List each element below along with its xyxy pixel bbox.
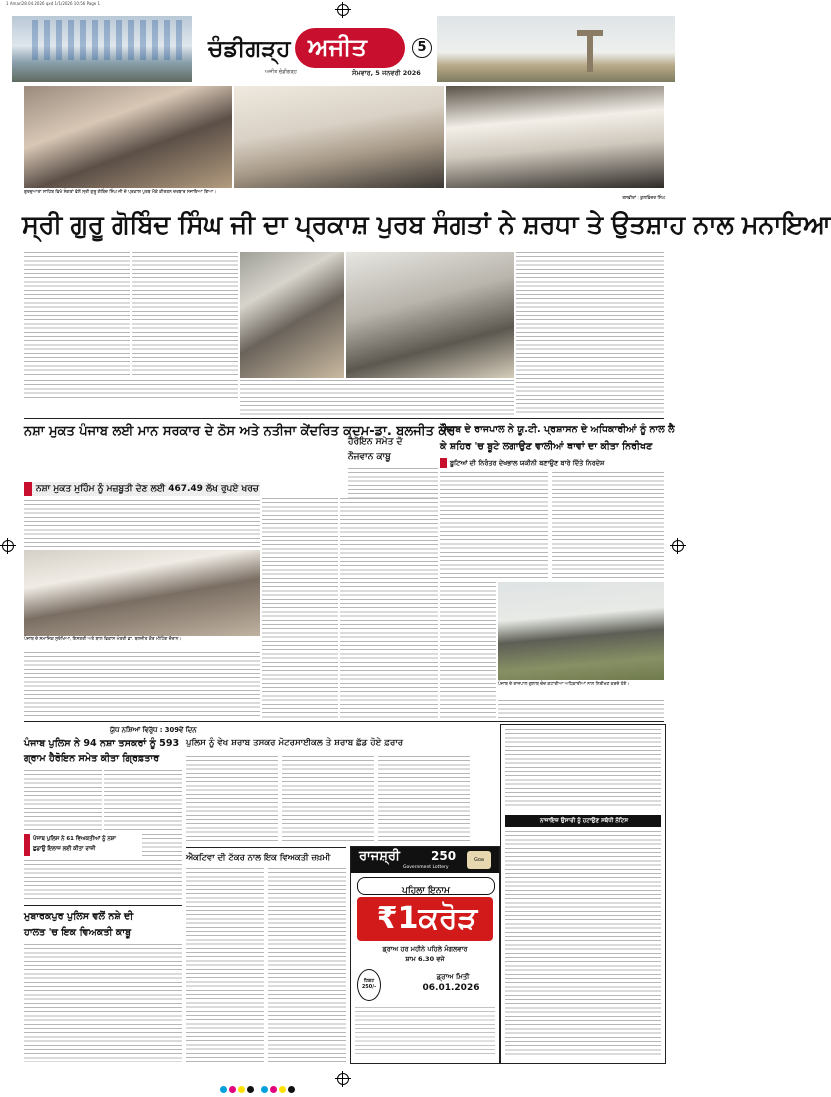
pullquote-marker-icon bbox=[24, 834, 30, 856]
lottery-draw-line-2: ਸ਼ਾਮ 6.30 ਵਜੇ bbox=[405, 955, 445, 963]
drug-story-text bbox=[262, 498, 338, 718]
liquor-story-text bbox=[186, 756, 278, 844]
ticket-price: 250/- bbox=[361, 984, 377, 990]
lottery-ad-fineprint bbox=[355, 1007, 495, 1057]
lottery-draw-date: 06.01.2026 bbox=[422, 983, 480, 993]
notice-ad-header: ਨਾਜਾਇਜ਼ ਉਸਾਰੀ ਨੂੰ ਹਟਾਉਣ ਸਬੰਧੀ ਨੋਟਿਸ bbox=[539, 818, 629, 824]
subhead-marker-icon bbox=[24, 482, 32, 496]
drug-story-headline: ਨਸ਼ਾ ਮੁਕਤ ਪੰਜਾਬ ਲਈ ਮਾਨ ਸਰਕਾਰ ਦੇ ਠੋਸ ਅਤੇ ਨਤੀਜਾ ਕੇਂਦਰਿਤ ਕਦਮ-ਡਾ. ਬਲਜੀਤ ਕੌਰ bbox=[24, 424, 456, 439]
heroin-story-text bbox=[348, 468, 438, 498]
masthead-brand: ਅਜੀਤ bbox=[308, 33, 367, 61]
color-registration-bar bbox=[220, 1078, 470, 1087]
main-headline: ਸ੍ਰੀ ਗੁਰੂ ਗੋਬਿੰਦ ਸਿੰਘ ਜੀ ਦਾ ਪ੍ਰਕਾਸ਼ ਪੁਰਬ ਸੰਗਤਾਂ ਨੇ ਸ਼ਰਧਾ ਤੇ ਉਤਸ਼ਾਹ ਨਾਲ ਮਨਾਇਆ bbox=[22, 210, 831, 240]
photo-langar-sewa bbox=[240, 252, 344, 378]
top-photo-caption: ਗੁਰਦੁਆਰਾ ਸਾਹਿਬ ਵਿਖੇ ਸੰਗਤਾਂ ਵੱਲੋਂ ਸ੍ਰੀ ਗੁਰੂ ਗੋਬਿੰਦ ਸਿੰਘ ਜੀ ਦੇ ਪ੍ਰਕਾਸ਼ ਪੁਰਬ ਮੌਕੇ ਕੀਰਤਨ ਦਰਬਾਰ ਸਜਾਇਆ ਗਿਆ। bbox=[24, 190, 217, 195]
accident-story-text bbox=[186, 868, 264, 1062]
accident-story-text bbox=[268, 868, 346, 1062]
drug-photo-caption: ਪੰਜਾਬ ਦੇ ਸਮਾਜਿਕ ਸੁਰੱਖਿਆ, ਇਸਤਰੀ ਅਤੇ ਬਾਲ ਵਿਕਾਸ ਮੰਤਰੀ ਡਾ. ਬਲਜੀਤ ਕੌਰ ਮੀਟਿੰਗ ਦੌਰਾਨ। bbox=[24, 637, 182, 642]
mubarakpur-headline-1: ਮੁਬਾਰਕਪੁਰ ਪੁਲਿਸ ਵਲੋਂ ਨਸ਼ੇ ਦੀ bbox=[24, 911, 134, 922]
lottery-number: 250 bbox=[431, 849, 457, 863]
drug-story-subhead: ਨਸ਼ਾ ਮੁਕਤ ਮੁਹਿੰਮ ਨੂੰ ਮਜ਼ਬੂਤੀ ਦੇਣ ਲਈ 467.49 ਲੱਖ ਰੁਪਏ ਖਰਚ bbox=[36, 484, 259, 494]
lottery-prize: ₹1ਕਰੋੜ bbox=[376, 901, 478, 936]
drug-story-text bbox=[340, 498, 438, 718]
police-headline-2: ਗ੍ਰਾਮ ਹੈਰੋਇਨ ਸਮੇਤ ਕੀਤਾ ਗ੍ਰਿਫ਼ਤਾਰ bbox=[24, 753, 160, 764]
accident-headline: ਐਕਟਿਵਾ ਦੀ ਟੱਕਰ ਨਾਲ ਇਕ ਵਿਅਕਤੀ ਜ਼ਖ਼ਮੀ bbox=[186, 852, 331, 862]
police-kicker: ਯੁੱਧ ਨਸ਼ਿਆਂ ਵਿਰੁੱਧ : 309ਵੇਂ ਦਿਨ bbox=[110, 726, 197, 734]
main-story-text bbox=[132, 252, 238, 378]
ut-headline-2: ਕੇ ਸ਼ਹਿਰ 'ਚ ਬੂਟੇ ਲਗਾਉਣ ਵਾਲੀਆਂ ਥਾਵਾਂ ਦਾ ਕੀਤਾ ਨਿਰੀਖਣ bbox=[440, 441, 653, 452]
ticket-price-badge bbox=[357, 969, 381, 1001]
police-story-text bbox=[24, 860, 182, 902]
main-story-continued bbox=[516, 252, 664, 416]
notice-ad-text bbox=[505, 729, 661, 809]
photo-minister-meeting bbox=[24, 550, 260, 636]
police-story-text bbox=[24, 770, 102, 832]
heroin-headline-1: ਹੈਰੋਇਨ ਸਮੇਤ ਦੋ bbox=[348, 437, 403, 447]
lottery-brand: ਰਾਜਸ਼੍ਰੀ bbox=[359, 849, 400, 864]
masthead-city: ਚੰਡੀਗੜ੍ਹ bbox=[208, 36, 291, 62]
registration-mark-icon bbox=[2, 540, 14, 552]
liquor-story-text bbox=[378, 756, 470, 844]
notice-ad bbox=[500, 724, 666, 1064]
heroin-headline-2: ਨੌਜਵਾਨ ਕਾਬੂ bbox=[348, 452, 391, 462]
police-story-text bbox=[104, 770, 182, 832]
ut-subhead: ਬੂਟਿਆਂ ਦੀ ਨਿਰੰਤਰ ਦੇਖਭਾਲ ਯਕੀਨੀ ਬਣਾਉਣ ਬਾਰੇ ਦਿੱਤੇ ਨਿਰਦੇਸ਼ bbox=[450, 459, 605, 467]
page-number: 5 bbox=[412, 38, 432, 58]
ut-story-text bbox=[498, 700, 664, 718]
main-story-text bbox=[24, 380, 238, 400]
masthead-pattern bbox=[32, 20, 182, 60]
photo-governor-inspection bbox=[498, 582, 664, 680]
drug-story-text bbox=[24, 500, 260, 548]
lottery-draw-line-1: ਡ੍ਰਾਅ ਹਰ ਮਹੀਨੇ ਪਹਿਲੇ ਮੰਗਲਵਾਰ bbox=[382, 945, 468, 953]
lottery-subtitle: Government Lottery bbox=[403, 865, 449, 870]
police-headline-1: ਪੰਜਾਬ ਪੁਲਿਸ ਨੇ 94 ਨਸ਼ਾ ਤਸਕਰਾਂ ਨੂੰ 593 bbox=[24, 738, 180, 749]
lottery-ad bbox=[350, 846, 500, 1064]
photo-kirtan-darbar bbox=[446, 86, 664, 188]
ut-photo-caption: ਪੰਜਾਬ ਦੇ ਰਾਜਪਾਲ ਗੁਲਾਬ ਚੰਦ ਕਟਾਰੀਆ ਅਧਿਕਾਰੀਆਂ ਨਾਲ ਨਿਰੀਖਣ ਕਰਦੇ ਹੋਏ। bbox=[498, 682, 630, 687]
ticket-label: ਟਿਕਟ bbox=[363, 979, 375, 984]
registration-mark-icon bbox=[337, 4, 349, 16]
lottery-draw-date-label: ਡ੍ਰਾਅ ਮਿਤੀ bbox=[436, 973, 470, 981]
liquor-story-text bbox=[282, 756, 374, 844]
photo-langar-hall bbox=[346, 252, 514, 378]
goa-emblem: Goa bbox=[467, 851, 491, 869]
photo-ragi-jatha bbox=[234, 86, 444, 188]
liquor-headline: ਪੁਲਿਸ ਨੂੰ ਵੇਖ ਸ਼ਰਾਬ ਤਸਕਰ ਮੋਟਰਸਾਈਕਲ ਤੇ ਸ਼ਰਾਬ ਛੱਡ ਹੋਏ ਫ਼ਰਾਰ bbox=[186, 738, 404, 748]
lottery-first-prize-label: ਪਹਿਲਾ ਇਨਾਮ bbox=[402, 886, 450, 896]
notice-ad-text bbox=[505, 831, 661, 1055]
police-pullquote-1: ਪੰਜਾਬ ਪੁਲਿਸ ਨੇ 61 ਵਿਅਕਤੀਆਂ ਨੂੰ ਨਸ਼ਾ bbox=[33, 836, 116, 842]
ut-story-text bbox=[552, 472, 664, 580]
registration-mark-icon bbox=[672, 540, 684, 552]
ut-headline-1: ਪੰਜਾਬ ਦੇ ਰਾਜਪਾਲ ਨੇ ਯੂ.ਟੀ. ਪ੍ਰਸ਼ਾਸਨ ਦੇ ਅਧਿਕਾਰੀਆਂ ਨੂੰ ਨਾਲ ਲੈ bbox=[440, 424, 675, 435]
photo-sangat-kirtan bbox=[24, 86, 232, 188]
masthead-date: ਸੋਮਵਾਰ, 5 ਜਨਵਰੀ 2026 bbox=[352, 69, 421, 77]
mubarakpur-headline-2: ਹਾਲਤ 'ਚ ਇਕ ਵਿਅਕਤੀ ਕਾਬੂ bbox=[24, 927, 132, 938]
masthead-subtitle: ਅਜੀਤ ਚੰਡੀਗੜ੍ਹ bbox=[265, 69, 297, 75]
police-pullquote-2: ਛੁਡਾਊ ਇਲਾਜ ਲਈ ਕੀਤਾ ਰਾਜ਼ੀ bbox=[33, 846, 96, 852]
photo-captions bbox=[240, 380, 514, 416]
top-photo-credit: ਤਸਵੀਰਾਂ : ਕੁਲਵਿੰਦਰ ਸਿੰਘ bbox=[622, 196, 665, 201]
subhead-marker-icon bbox=[440, 458, 447, 468]
police-story-text bbox=[142, 834, 182, 858]
ut-story-text bbox=[440, 582, 496, 718]
masthead bbox=[12, 16, 675, 82]
print-slug: 1 Amari28.04.2026 qxd 1/1/2026 10:56 Page 1 bbox=[6, 1, 101, 6]
masthead-monument-photo bbox=[437, 16, 675, 82]
ut-story-text bbox=[440, 472, 548, 580]
main-story-text bbox=[24, 252, 130, 378]
drug-story-text bbox=[24, 652, 260, 718]
mubarakpur-story-text bbox=[24, 944, 182, 1062]
